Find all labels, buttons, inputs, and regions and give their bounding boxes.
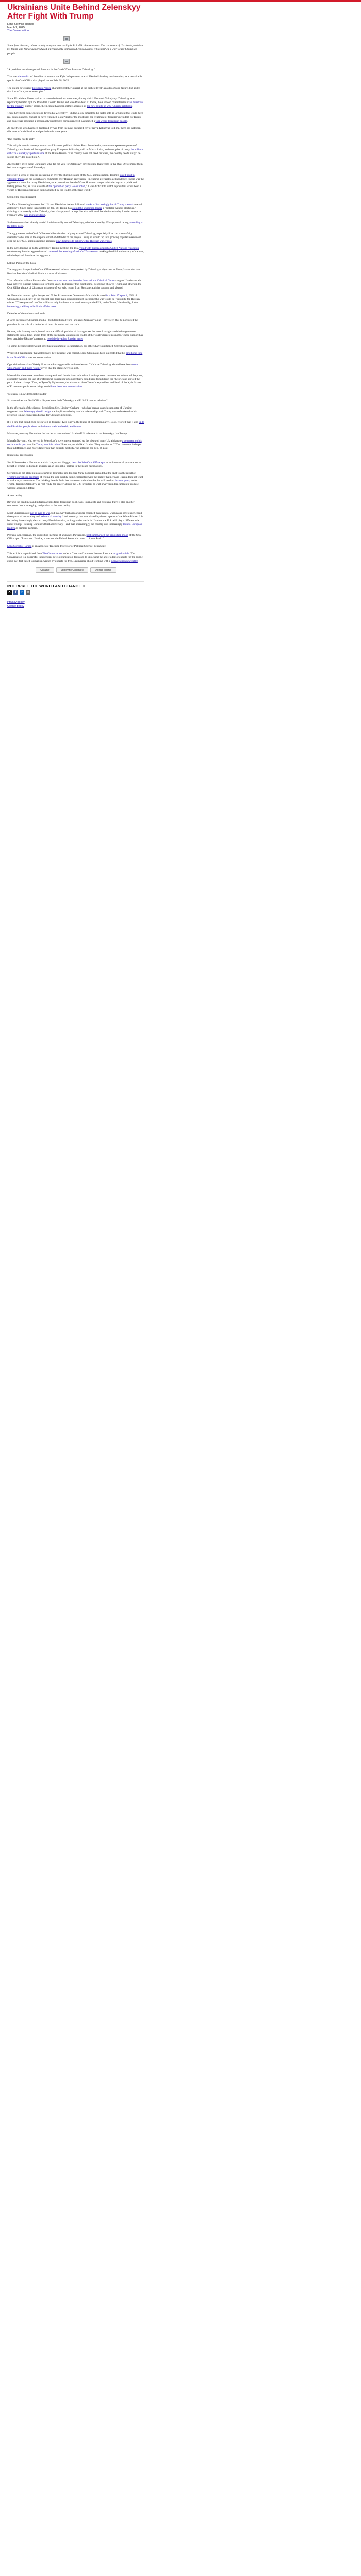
inline-link[interactable]: weeks of increasingly harsh Trump rhetoric: [85, 202, 134, 206]
paragraph-text: Serhii Sternenko, a Ukrainian activist lawyer and blogger,: [7, 461, 72, 464]
article-paragraph: [7, 534, 144, 541]
paragraph-text: of the editorial team at the Kyiv Independent, one of Ukraine's leading media outlets, as a remarkable spat in the Oval Office that played out on Feb. 28, 2025.: [7, 75, 142, 82]
article-headline: Ukrainians Unite Behind Zelenskyy After Fight With Trump: [7, 3, 141, 21]
inline-link[interactable]: the verdict: [18, 75, 30, 79]
inline-link[interactable]: look to European leaders: [7, 522, 142, 530]
paragraph-text: .: [81, 385, 83, 388]
paragraph-text: The Feb. 28 meeting between the U.S. and Ukrainian leaders followed: [7, 202, 86, 206]
paragraph-text: Most Ukrainians are: [7, 512, 30, 515]
article-paragraph: [7, 144, 144, 159]
article-container: [7, 3, 144, 608]
inline-link[interactable]: have been lost in translation: [51, 385, 82, 388]
paragraph-text: . The Conversation is a nonprofit, independent news organization dedicated to unlocking the knowledge of experts for the public good. Get fact-based journalism written by experts for free. Learn more about working with a: [7, 552, 143, 563]
paragraph-text: .: [132, 105, 133, 108]
article-paragraph: [7, 68, 144, 72]
article-paragraph: [7, 421, 144, 428]
twitter-icon[interactable]: X: [7, 590, 12, 595]
inline-link[interactable]: not as avid to war: [30, 512, 50, 515]
paragraph-text: Some Ukrainians I have spoken to since the fractious encounter, during which Ukraine's Volodymyr Zelenskyy was reportedly berated by U.S. President Donald Trump and Vice President JD Vance, have indeed characterized it: [7, 97, 135, 105]
paragraph-text: There have been some questions directed at Zelenskyy – did he allow himself to be baited into an argument that could have real consequences? Should he have remained silent? But for the most part, the treatment of Ukraine's president by Trump and Vance has produced a presumably unintended consequence: It has unified a: [7, 112, 143, 123]
inline-link[interactable]: stated trust in Vladimir Putin: [7, 174, 135, 181]
hero-image-icon: [63, 36, 70, 41]
paragraph-text: .: [137, 559, 139, 563]
article-paragraph: [7, 454, 144, 457]
paragraph-text: Meanwhile, there were also those who questioned the decision to hold such an important conversation in front of the press, especially without the use of professional translators who potentially could have toned down the rhetoric and slowed the pace of the exchange. Thus, as Tymofiy Mylovanov, the adviser to the office of the president and head of the Kyiv School of Economics put it, some things could: [7, 374, 143, 388]
article-paragraph: [7, 196, 144, 199]
paragraph-text: Defender of the nation – and truth: [7, 312, 45, 316]
paragraph-text: .: [45, 214, 46, 217]
paragraph-text: So where does the Oval Office dispute leave both Zelenskyy and U.S.-Ukrainian relations?: [7, 399, 108, 402]
paragraph-text: Perhaps Goncharenko, the opposition member of Ukraine's Parliament,: [7, 534, 87, 537]
paragraph-text: It is a line that hasn't gone down well in Ukraine. Kira Rudyk, the leader of opposition party Holos, retorted that it was: [7, 421, 139, 425]
inline-link[interactable]: in a Feb. 27 speech: [106, 294, 128, 297]
article-paragraph: [7, 330, 144, 342]
inline-link[interactable]: war-weary Ukrainian people: [95, 119, 127, 123]
inline-link[interactable]: was Ukraine's fault: [24, 214, 45, 217]
article-paragraph: [7, 138, 144, 141]
article-paragraph: [7, 472, 144, 490]
article-paragraph: [7, 319, 144, 326]
article-paragraph: [7, 221, 144, 228]
paragraph-text: As one friend who has been displaced by war from the now-occupied city of Nova Kakhovka told me, there has not been this level of mobilization and patriotism in three years.: [7, 126, 141, 134]
paragraph-text: "A president lost disrespected America in the Oval Office. It wasn't Zelenskyy.": [7, 68, 95, 72]
article-paragraph: [7, 494, 144, 498]
article-paragraph: [7, 75, 144, 82]
paragraph-text: . But for others, the incident has been calmly accepted as: [23, 105, 87, 108]
article-paragraph: [7, 279, 144, 291]
article-paragraph: [7, 232, 144, 244]
article-paragraph: [7, 399, 144, 403]
tag-ukraine[interactable]: Ukraine: [36, 567, 54, 573]
paragraph-text: He was, this framing has it, forced into the difficult position of having to set the record straight and challenge untrue statements in real time, and in front of the seemingly antagonistic leader of the world's largest economy, whose support has been crucial to Ukraine's attempt to: [7, 330, 143, 341]
privacy-policy-link[interactable]: Privacy policy: [7, 601, 25, 604]
paragraph-text: , but in a way that appears more resigned than frantic. Ukrainians have experienced three years of uncertainty and: [7, 512, 142, 519]
paragraph-text: given that the stakes were so high.: [40, 366, 79, 370]
paragraph-text: In the days leading up to the Zelenskyy-Trump meeting, the U.S.: [7, 247, 80, 250]
paragraph-text: This article is republished from: [7, 552, 43, 555]
paragraph-text: This unity is seen in the response across Ukraine's political divide. Petro Poroshenko, an ultra-outspoken opponent of Zelenskyy and leader of the opposition party European Solidarity, said on March 1 that, to the surprise of many,: [7, 144, 137, 151]
tag-zelensky[interactable]: Volodymyr Zelensky: [56, 567, 89, 573]
article-paragraph: [7, 374, 144, 389]
paragraph-text: .: [111, 239, 113, 243]
article-paragraph: [7, 501, 144, 508]
inline-link[interactable]: according to the latest polls: [7, 221, 143, 228]
inline-link[interactable]: The Conversation: [42, 552, 62, 555]
inline-link[interactable]: censored the wording of a draft G7 statement: [48, 250, 98, 254]
inline-link[interactable]: called the Ukrainian leader: [72, 206, 102, 210]
paragraph-text: Such comments had already made Ukrainians rally around Zelenskyy, who has a healthy 63% approval rating,: [7, 221, 130, 225]
paragraph-text: A new reality: [7, 494, 22, 497]
article-paragraph: [7, 432, 144, 436]
inline-image-icon: [63, 59, 70, 64]
paragraph-text: Anecdotally, even those Ukrainians who did not vote for Zelenskyy have told me that events in the Oval Office made them feel more supportive of Zelenskyy.: [7, 163, 143, 170]
article-paragraph: [7, 203, 144, 218]
article-paragraph: [7, 268, 144, 276]
paragraph-text: to: [37, 425, 41, 428]
paragraph-text: , 63% of Ukrainians polled early in the conflict said their main disappointment in ending the war would be "impunity for Russian crimes." Three years of conflict will have only hardened that sentiment – yet the U.S., under Trump's leadership, looks: [7, 294, 140, 304]
top-accent-bar: [0, 0, 361, 2]
article-paragraph: [7, 363, 144, 370]
inline-link[interactable]: Trump administration: [36, 443, 60, 447]
paragraph-text: Setting the record straight: [7, 196, 36, 199]
paragraph-text: That refusal to call out Putin – who faces: [7, 279, 54, 283]
byline-source-link[interactable]: The Conversation: [7, 29, 29, 33]
paragraph-text: . Until recently, that was shared by the occupants of the White House. It is becoming increasingly clear to many Ukrainians that, as long as the war is in Ukraine, the U.S. will play a different role under Trump – sensing Ukraine's third anniversary – and that, increasingly, the country will increasingly: [7, 515, 143, 526]
paragraph-text: is an Associate Teaching Professor of Political Science, Penn State.: [31, 545, 107, 548]
article-paragraph: [7, 545, 144, 548]
article-paragraph: [7, 512, 144, 530]
social-share-bar: [7, 590, 144, 595]
paragraph-text: under a Creative Commons license. Read the: [62, 552, 113, 555]
paragraph-text: That was: [7, 75, 18, 79]
inline-link[interactable]: emotional tone in the Oval Office: [7, 352, 143, 359]
footer-share-title: INTERPRET THE WORLD AND CHANGE IT: [7, 584, 86, 589]
paragraph-text: of the Oval Office spat: "It was not Ukraine, it was not the United States who won … it was Putin.": [7, 534, 142, 541]
article-body: [7, 68, 144, 563]
article-paragraph: [7, 294, 144, 309]
byline: [7, 23, 144, 33]
paragraph-text: While still maintaining that Zelenskyy's key message was correct, some Ukrainians have suggested that his: [7, 352, 126, 355]
inline-link[interactable]: described the Oval Office spat: [72, 461, 106, 464]
inline-link[interactable]: best summarized the opposition mood: [86, 534, 128, 537]
tag-trump[interactable]: Donald Trump: [90, 567, 116, 573]
page-footer: [7, 581, 144, 608]
article-paragraph: [7, 97, 144, 109]
inline-link[interactable]: European Pravda: [32, 86, 52, 90]
paragraph-text: Intentional provocation: [7, 454, 34, 457]
paragraph-text: The ugly scenes in the Oval Office could be a further rallying around Zelenskyy, especially if he can successfully characterize his role in the dispute as that of defender of his people. Doing so would tap into growing popular resentment over the new U.S. administration's apparent: [7, 232, 141, 243]
article-paragraph: [7, 87, 144, 94]
inline-link[interactable]: increasingly willing to let Putin off the hook: [7, 305, 56, 309]
article-paragraph: [7, 174, 144, 192]
paragraph-text: The online newspaper: [7, 86, 32, 90]
paragraph-text: condemning Russian aggression and: [7, 250, 48, 254]
article-paragraph: [7, 262, 144, 265]
inline-link[interactable]: up to the Ukrainian people alone: [7, 421, 144, 428]
inline-link[interactable]: the new reality in U.S.-Ukraine relations: [87, 105, 132, 108]
paragraph-text: characterized the "quarrel at the highest level" as a diplomatic failure, but added that it was "not yet a catastrophe.": [7, 86, 140, 93]
paragraph-text: .: [56, 305, 57, 309]
paragraph-text: , "It was difficult to watch a president who's been a victim of Russian aggression being attacked by the leader of the free world.": [7, 185, 141, 192]
inline-link[interactable]: a comment on his social media post: [7, 439, 142, 447]
paragraph-text: Moreover, to many Ukrainians the barrier to harmonious Ukraine-U.S. relations is not Zelenskyy, but Trump.: [7, 432, 128, 435]
paragraph-text: toward Zelenskyy. Since being inaugurated on Jan. 20, Trump has: [7, 202, 142, 210]
inline-link[interactable]: Conversation newsletter: [111, 559, 138, 563]
article-paragraph: [7, 393, 144, 396]
paragraph-text: of ending the war quickly being confronted with the reality that perhaps Russia does not want to make any concessions. The thinking here is Putin has shown no indication that he will bend on: [7, 476, 143, 483]
paragraph-text: As Ukrainian human rights lawyer and Nobel Prize winner Oleksandra Matviichuk noted: [7, 294, 107, 297]
inline-link[interactable]: as disastrous for the country: [7, 101, 144, 108]
paragraph-text: was not constructive.: [27, 355, 52, 359]
footer-links: [7, 600, 144, 608]
inline-link[interactable]: existential security: [40, 515, 61, 519]
inline-link[interactable]: Trump's unrealistic promises: [7, 476, 39, 479]
article-paragraph: [7, 552, 144, 564]
paragraph-text: – angers Ukrainians who have suffered Russian aggression for three years. To hammer that point home, Zelenskyy showed Trump and others in the Oval Office photos of Ukrainian prisoners of war who return from Russian captivity tortured and abused.: [7, 279, 142, 290]
inline-link[interactable]: he will not criticize Zelenskyy's performance: [7, 148, 143, 155]
paragraph-text: a "dictator without elections," claiming – incorrectly – that Zelenskyy had 4% approval ratings. He also indicated that the invasion by Russian troops in February 2022: [7, 206, 141, 217]
byline-date: March 2, 2025: [7, 26, 25, 29]
byline-author: Lena Surzhko-Harned: [7, 23, 34, 26]
paragraph-text: .: [80, 425, 82, 428]
article-paragraph: [7, 352, 144, 359]
paragraph-text: However, a sense of realism is existing in over the shifting stance of the U.S. administration. Trump's: [7, 174, 120, 177]
paragraph-text: A large section of Ukrainian media – both traditionally pro- and anti-Zelenskyy alike – have seen that he portrayed the president in the role of a defender of both his nation and the truth.: [7, 319, 138, 326]
paragraph-text: as primary partners.: [15, 527, 38, 530]
paragraph-text: , so for Trump, framing Zelenskyy as "not ready for peace" allows the U.S. president to walk away from his campaign promise without accepting defeat.: [7, 479, 139, 490]
inline-link[interactable]: his war goals: [115, 479, 130, 483]
cookie-policy-link[interactable]: Cookie policy: [7, 605, 24, 608]
inline-link[interactable]: Lena Surzhko-Harned: [7, 545, 32, 548]
inline-link[interactable]: Zelenskyy should resign: [23, 410, 51, 414]
article-paragraph: [7, 406, 144, 418]
inline-link[interactable]: repel the invading Russian army: [47, 337, 83, 341]
paragraph-text: at the White House. "The country does not need criticism, the country needs unity," he said in the video posted on X.: [7, 151, 141, 159]
paragraph-text: marking the third anniversary of the war, which depicted Russia as the aggressor.: [7, 250, 144, 258]
article-paragraph: [7, 461, 144, 468]
article-paragraph: [7, 247, 144, 258]
paragraph-text: The angry exchanges in the Oval Office seemed to have been sparked by Zelenskyy's objection to Trump's assertion that Russian President Vladimir Putin is a man of his word.: [7, 268, 140, 275]
article-paragraph: [7, 163, 144, 170]
inline-link[interactable]: original article: [113, 552, 129, 555]
paragraph-text: 'The country needs unity': [7, 138, 35, 141]
paragraph-text: Letting Putin off the hook: [7, 261, 36, 265]
tag-list: [7, 567, 144, 573]
paragraph-text: Mustafa Nayyem, who served in Zelenskyy's government, summed up the views of many Ukrainians to: [7, 439, 122, 443]
paragraph-text: "does not just dislike Ukraine. They despise us." "The contempt is deeper than indifference, and more dangerous than outright hostility," he added in the Feb. 28 post.: [7, 443, 142, 450]
inline-link[interactable]: more "diplomatic" and more "calm": [7, 363, 138, 370]
article-paragraph: [7, 439, 144, 451]
article-paragraph: [7, 127, 144, 134]
paragraph-text: Opposition lawmaker Oleksiy Goncharenko suggested in an interview on CNN that Zelenskyy should have been: [7, 363, 133, 366]
article-paragraph: [7, 345, 144, 348]
inline-link[interactable]: the opposition party Holos noted: [48, 185, 85, 189]
inline-link[interactable]: voted with Russia against a United Nations resolution: [79, 247, 139, 250]
inline-link[interactable]: an arrest warrant from the International Criminal Court: [53, 279, 114, 283]
article-paragraph: [7, 112, 144, 123]
paragraph-text: Beyond the headlines and initial reactions from Ukrainian politicians, journalists and civilians, there is also another sentiment that is emerging: resignation to the new reality.: [7, 500, 135, 508]
inline-link[interactable]: unwillingness to acknowledge Russian war crimes: [56, 239, 112, 243]
paragraph-text: To some, keeping silent would have been tantamount to capitulation, but others have questioned Zelenskyy's approach.: [7, 345, 139, 348]
paragraph-text: 'Zelensky is now democratic leader': [7, 392, 47, 396]
paragraph-text: .: [23, 225, 24, 228]
paragraph-text: Sternenko is not alone in his assessment. Journalist and blogger Yuriy Podoliak argued that the spat was the result of: [7, 471, 136, 475]
paragraph-text: .: [83, 337, 84, 341]
paragraph-text: and his conciliatory comments over Russian aggression – including a refusal to acknowledge Russia was the aggressor – have, for many Ukrainians, set expectations that the White House no longer holds the keys to a quick and lasting peace. Yet, as Ivan Krevets of: [7, 177, 144, 189]
paragraph-text: that the: [26, 443, 36, 447]
article-paragraph: [7, 312, 144, 316]
paragraph-text: .: [127, 119, 128, 123]
facebook-icon[interactable]: f: [13, 590, 18, 595]
article-lede: Some fear disaster, others calmly accept a new reality in U.S.-Ukraine relations. The treatment of Ukraine's president by Trump and Vance has produced a presumably unintended consequence: it has unified a war-weary Ukrainian people.: [7, 44, 143, 55]
paragraph-text: In the aftermath of the dispute, Republican Sen. Lindsey Graham – who has been a staunch supporter of Ukraine – suggested that: [7, 406, 134, 414]
inline-link[interactable]: decide on their leadership and future: [40, 425, 81, 428]
paragraph-text: , the implication being that his relationship with Trump was so broken that his presence is now counterproductive for Ukraine's priorities.: [7, 410, 137, 417]
email-icon[interactable]: ✉: [26, 591, 30, 595]
paragraph-text: as an intentional provocation on behalf of Trump to discredit Ukraine as an unreliable partner in the peace negotiations.: [7, 461, 142, 468]
linkedin-icon[interactable]: in: [20, 591, 24, 595]
